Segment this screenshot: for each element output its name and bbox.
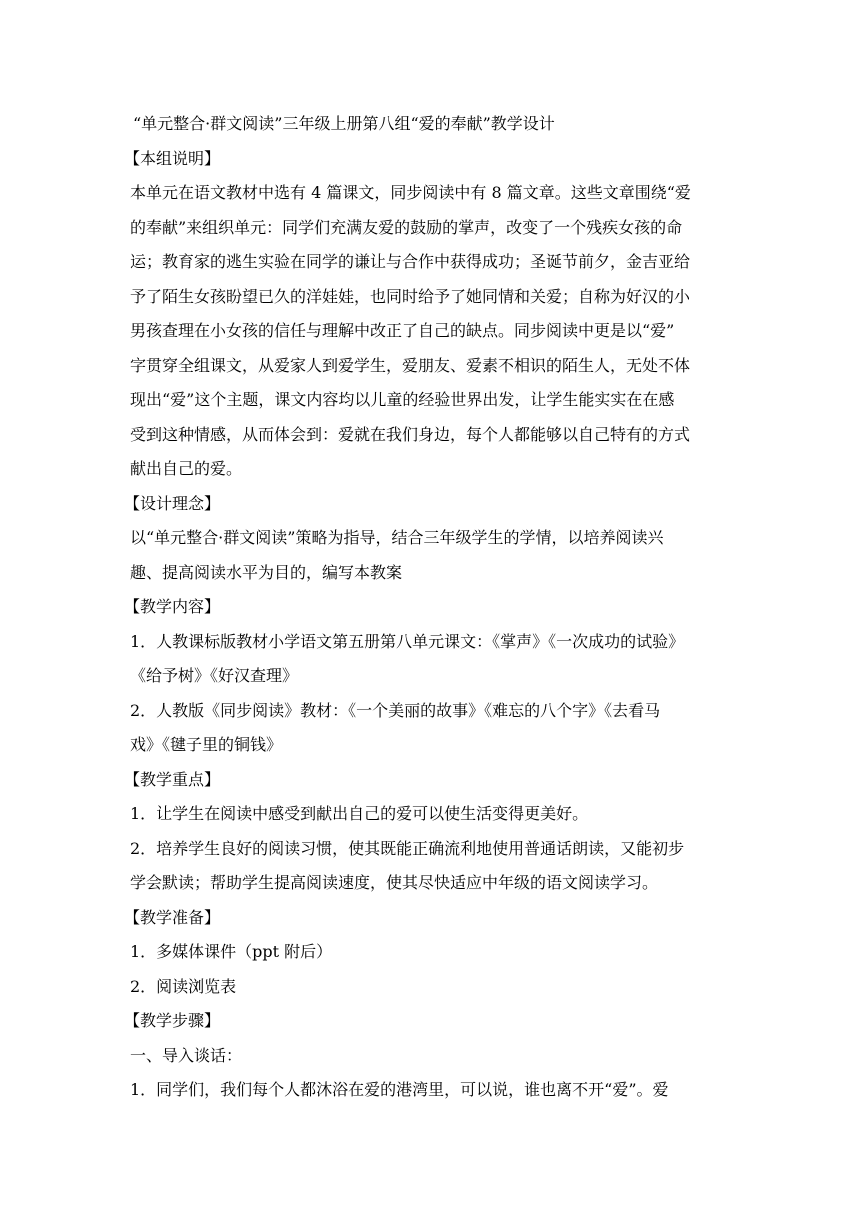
- paragraph-line: 的奉献”来组织单元：同学们充满友爱的鼓励的掌声，改变了一个残疾女孩的命: [130, 217, 683, 237]
- document-body: [124, 107, 734, 1108]
- paragraph-line: 本单元在语文教材中选有 4 篇课文，同步阅读中有 8 篇文章。这些文章围绕“爱: [130, 183, 691, 202]
- list-item: 1．人教课标版教材小学语文第五册第八单元课文：《掌声》《一次成功的试验》: [130, 631, 685, 651]
- paragraph-line: 趣、提高阅读水平为目的，编写本教案: [130, 562, 403, 582]
- list-item: 2．阅读浏览表: [130, 976, 237, 996]
- heading-group-note: 【本组说明】: [124, 148, 221, 168]
- list-item-continuation: 学会默读；帮助学生提高阅读速度，使其尽快适应中年级的语文阅读学习。: [130, 873, 659, 892]
- paragraph-line: 现出“爱”这个主题，课文内容均以儿童的经验世界出发，让学生能实实在在感: [130, 390, 675, 409]
- list-item: 2．人教版《同步阅读》教材：《一个美丽的故事》《难忘的八个字》《去看马: [130, 700, 661, 720]
- list-item: 2．培养学生良好的阅读习惯，使其既能正确流利地使用普通话朗读，又能初步: [130, 838, 685, 858]
- list-item: 1．同学们，我们每个人都沐浴在爱的港湾里，可以说，谁也离不开“爱”。爱: [130, 1080, 669, 1099]
- paragraph-line: 以“单元整合·群文阅读”策略为指导，结合三年级学生的学情，以培养阅读兴: [130, 528, 664, 547]
- paragraph-line: 献出自己的爱。: [130, 459, 243, 478]
- paragraph-line: 男孩查理在小女孩的信任与理解中改正了自己的缺点。同步阅读中更是以“爱”: [130, 321, 675, 340]
- paragraph-line: 字贯穿全组课文，从爱家人到爱学生，爱朋友、爱素不相识的陌生人，无处不体: [130, 355, 691, 375]
- step-heading: 一、导入谈话：: [130, 1045, 243, 1065]
- heading-teaching-content: 【教学内容】: [124, 597, 221, 616]
- paragraph-line: 予了陌生女孩盼望已久的洋娃娃，也同时给予了她同情和关爱；自称为好汉的小: [130, 286, 691, 306]
- paragraph-line: 运；教育家的逃生实验在同学的谦让与合作中获得成功；圣诞节前夕，金吉亚给: [130, 252, 691, 271]
- heading-steps: 【教学步骤】: [124, 1011, 221, 1030]
- list-item: 1．多媒体课件（ppt 附后）: [130, 942, 333, 961]
- paragraph-line: 受到这种情感，从而体会到：爱就在我们身边，每个人都能够以自己特有的方式: [130, 424, 691, 444]
- heading-preparation: 【教学准备】: [124, 907, 221, 927]
- list-item: 1．让学生在阅读中感受到献出自己的爱可以使生活变得更美好。: [130, 804, 589, 823]
- heading-design-concept: 【设计理念】: [124, 493, 221, 513]
- document-title: “单元整合·群文阅读”三年级上册第八组“爱的奉献”教学设计: [133, 114, 555, 133]
- heading-key-points: 【教学重点】: [124, 769, 221, 789]
- list-item-continuation: 《给予树》《好汉查理》: [130, 666, 299, 685]
- list-item-continuation: 戏》《毽子里的铜钱》: [130, 735, 283, 754]
